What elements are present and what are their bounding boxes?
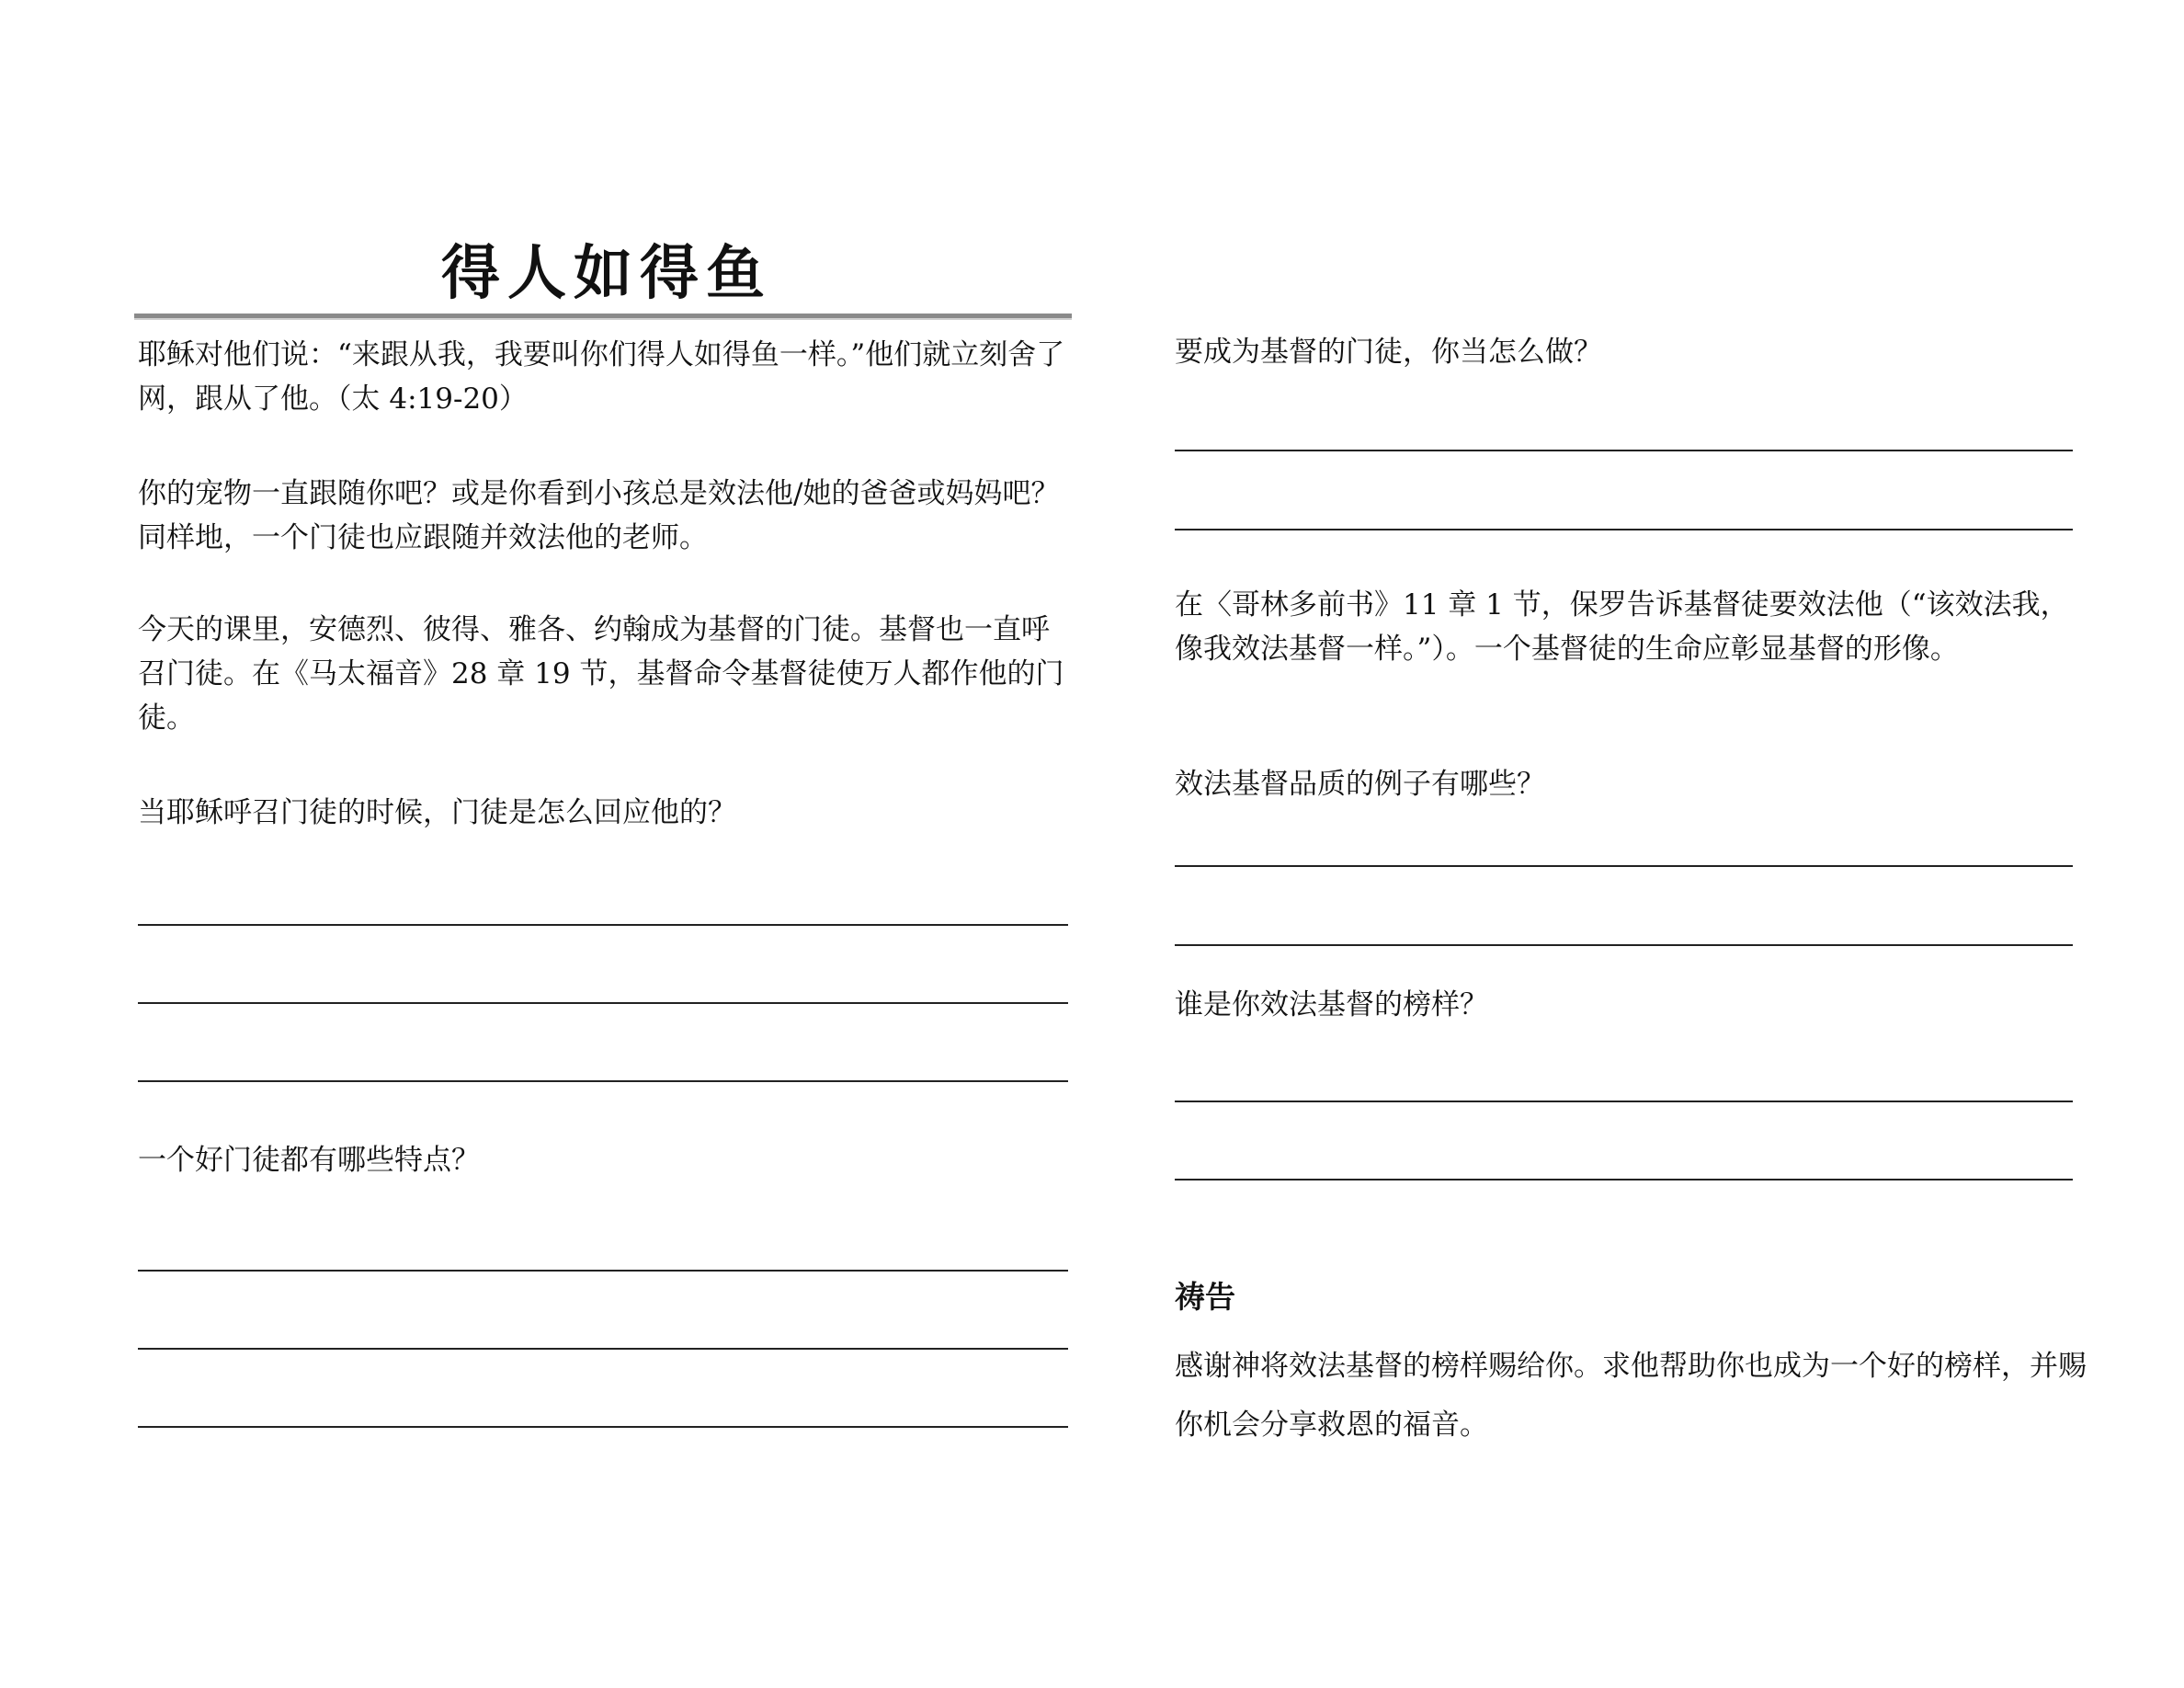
prayer-text: 感谢神将效法基督的榜样赐给你。求他帮助你也成为一个好的榜样，并赐你机会分享救恩的福音。 <box>1175 1350 2087 1442</box>
question-good-disciple: 一个好门徒都有哪些特点？ <box>138 1144 480 1177</box>
page-title: 得人如得鱼 <box>441 240 772 308</box>
title-divider <box>134 314 1072 318</box>
answer-line[interactable] <box>1175 1179 2073 1180</box>
question-disciples-response: 当耶稣呼召门徒的时候，门徒是怎么回应他的？ <box>138 796 736 829</box>
lesson-paragraph: 今天的课里，安德烈、彼得、雅各、约翰成为基督的门徒。基督也一直呼召门徒。在《马太福音》28 章 19 节，基督命令基督徒使万人都作他的门徒。 <box>138 613 1064 735</box>
answer-line[interactable] <box>1175 529 2073 530</box>
question-examples: 效法基督品质的例子有哪些？ <box>1175 768 1545 801</box>
answer-line[interactable] <box>1175 865 2073 867</box>
answer-line[interactable] <box>138 1426 1068 1428</box>
prayer-heading: 祷告 <box>1175 1279 1235 1315</box>
answer-line[interactable] <box>138 1348 1068 1350</box>
answer-line[interactable] <box>138 1080 1068 1082</box>
verse-quote: 耶稣对他们说：“来跟从我，我要叫你们得人如得鱼一样。”他们就立刻舍了网，跟从了他。（太 4:19-20） <box>138 338 1065 416</box>
answer-line[interactable] <box>138 1002 1068 1004</box>
question-become-disciple: 要成为基督的门徒，你当怎么做？ <box>1175 336 1602 369</box>
answer-line[interactable] <box>1175 944 2073 946</box>
intro-paragraph: 你的宠物一直跟随你吧？或是你看到小孩总是效法他/她的爸爸或妈妈吧？同样地，一个门徒也应跟随并效法他的老师。 <box>138 477 1060 554</box>
corinthians-paragraph: 在〈哥林多前书》11 章 1 节，保罗告诉基督徒要效法他（“该效法我，像我效法基督一样。”）。一个基督徒的生命应彰显基督的形像。 <box>1175 588 2069 666</box>
answer-line[interactable] <box>1175 1101 2073 1102</box>
answer-line[interactable] <box>138 1270 1068 1272</box>
answer-line[interactable] <box>1175 450 2073 451</box>
answer-line[interactable] <box>138 924 1068 926</box>
question-role-model: 谁是你效法基督的榜样？ <box>1175 988 1488 1021</box>
